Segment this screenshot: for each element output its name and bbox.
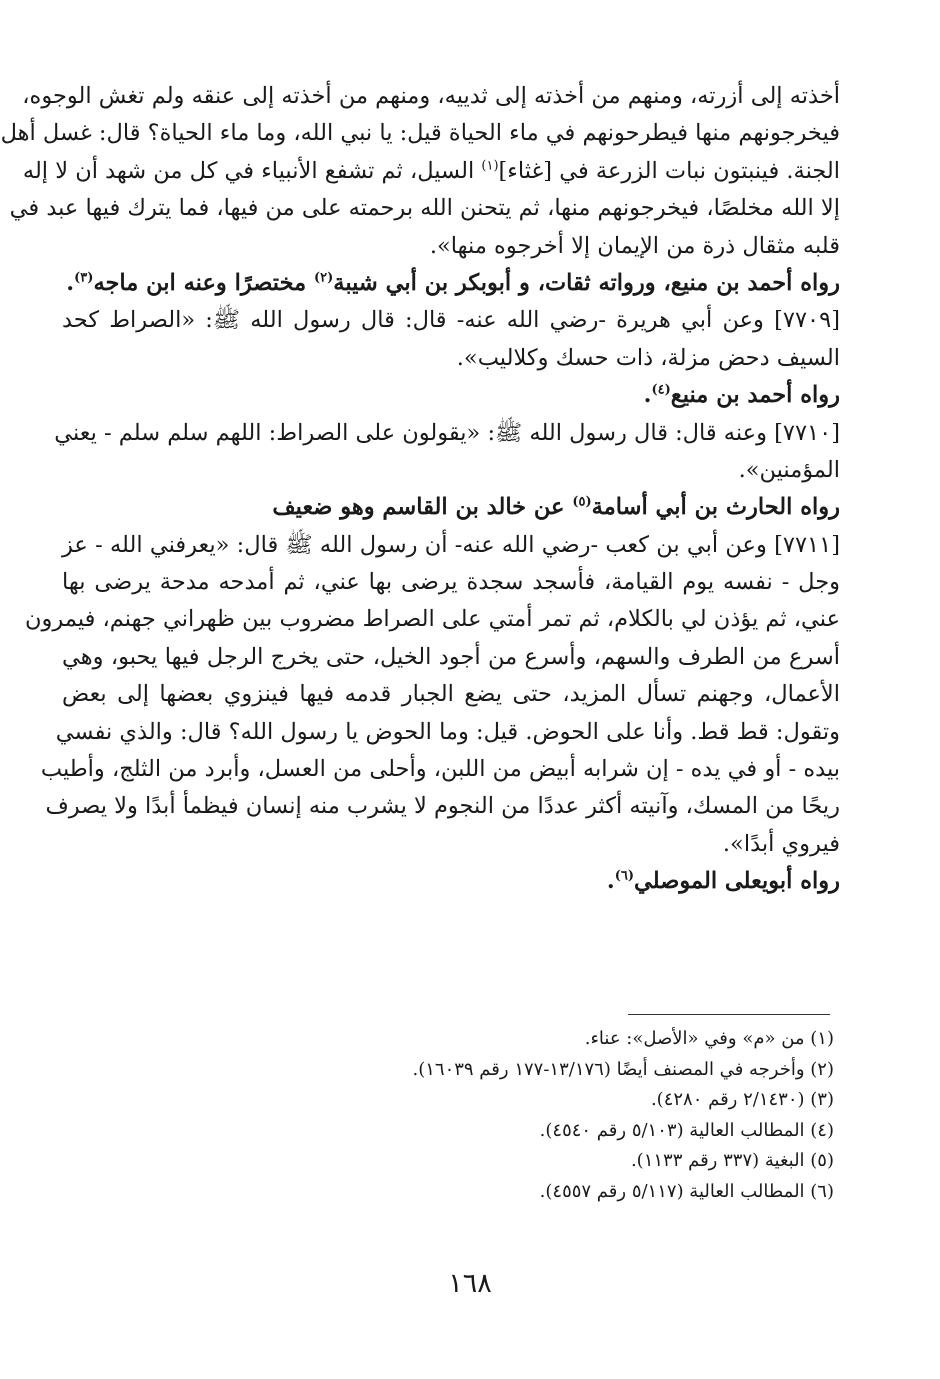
text-line: ريحًا من المسك، وآنيته أكثر عددًا من النجوم لا يشرب منه إنسان فيظمأ أبدًا ولا يصرف <box>45 793 840 820</box>
hadith-line: [٧٧١١] وعن أبي بن كعب -رضي الله عنه- أن رسول الله ﷺ قال: «يعرفني الله - عز <box>62 531 840 558</box>
text-line: وجل - نفسه يوم القيامة، فأسجد سجدة يرضى بها عني، ثم أمدحه مدحة يرضى بها <box>62 569 840 596</box>
text-line: إلا الله مخلصًا، فيخرجونهم منها، ثم يتحنن الله برحمته على من فيها، فما يترك فيها عبد في <box>9 195 840 222</box>
text-segment: عن خالد بن القاسم وهو ضعيف <box>272 494 573 521</box>
text-segment: رواه أبويعلى الموصلي <box>634 868 840 895</box>
footnotes <box>62 1024 834 1207</box>
footnote-mark: (٢) <box>313 270 334 286</box>
attribution-line <box>62 863 840 900</box>
text-segment: رواه الحارث بن أبي أسامة <box>591 494 840 521</box>
footnote: (٦) المطالب العالية (٥/١١٧ رقم ٤٥٥٧). <box>539 1180 834 1202</box>
text-line: أسرع من الطرف والسهم، وأسرع من أجود الخيل، حتى يخرج الرجل فيها يحبو، وهي <box>62 643 840 670</box>
footnote-mark: (٣) <box>74 270 94 286</box>
text-line: أخذته إلى أزرته، ومنهم من أخذته إلى ثدييه، ومنهم من أخذته إلى عنقه ولم تغش الوجوه، <box>22 83 840 109</box>
attribution-line <box>62 377 840 414</box>
footnote: (١) من «م» وفي «الأصل»: عناء. <box>584 1028 834 1049</box>
footnote-mark: (٤) <box>651 382 671 398</box>
footnote: (٢) وأخرجه في المصنف أيضًا (١٣/١٧٦-١٧٧ رقم ١٦٠٣٩). <box>412 1058 834 1080</box>
footnote-separator <box>628 1014 830 1015</box>
footnote: (٤) المطالب العالية (٥/١٠٣ رقم ٤٥٤٠). <box>539 1119 834 1141</box>
text-segment: . <box>606 868 615 895</box>
text-line: السيف دحض مزلة، ذات حسك وكلاليب». <box>456 344 840 371</box>
text-segment: رواه أحمد بن منيع <box>670 382 840 409</box>
text-line: قلبه مثقال ذرة من الإيمان إلا أخرجوه منها». <box>429 232 840 259</box>
text-line: بيده - أو في يده - إن شرابه أبيض من اللبن، وأحلى من العسل، وأبرد من الثلج، وأطيب <box>40 756 840 783</box>
main-text <box>0 78 840 901</box>
text-line <box>22 153 840 190</box>
footnote: (٣) (٢/١٤٣٠ رقم ٤٢٨٠). <box>650 1089 834 1110</box>
text-segment: . <box>643 382 652 409</box>
text-line: وتقول: قط قط. وأنا على الحوض. قيل: وما الحوض يا رسول الله؟ قال: والذي نفسي <box>55 718 840 745</box>
footnote-mark: (٥) <box>572 494 592 510</box>
hadith-line: [٧٧٠٩] وعن أبي هريرة -رضي الله عنه- قال: قال رسول الله ﷺ: «الصراط كحد <box>62 307 840 334</box>
text-line: فيروي أبدًا». <box>722 830 840 857</box>
page-number: ١٦٨ <box>448 1268 492 1299</box>
footnote-mark: (١) <box>481 158 499 174</box>
text-segment: السيل، ثم تشفع الأنبياء في كل من شهد أن لا إله <box>22 157 482 184</box>
text-line: المؤمنين». <box>738 456 840 483</box>
attribution-line <box>62 489 840 526</box>
text-segment: الجنة. فينبتون نبات الزرعة في [غثاء] <box>498 157 840 184</box>
text-segment: . <box>66 269 75 296</box>
hadith-line: [٧٧١٠] وعنه قال: قال رسول الله ﷺ: «يقولون على الصراط: اللهم سلم سلم - يعني <box>54 419 840 446</box>
text-segment: مختصرًا وعنه ابن ماجه <box>93 269 314 296</box>
text-line: عني، ثم يؤذن لي بالكلام، ثم تمر أمتي على الصراط مضروب بين ظهراني جهنم، فيمرون <box>25 606 840 633</box>
attribution-line <box>62 265 840 302</box>
text-line: فيخرجونهم منها فيطرحونهم في ماء الحياة قيل: يا نبي الله، وما ماء الحياة؟ قال: غسل أهل <box>0 120 840 147</box>
footnote: (٥) البغية (٣٣٧ رقم ١١٣٣). <box>630 1150 834 1171</box>
footnote-mark: (٦) <box>614 868 635 884</box>
text-line: الأعمال، وجهنم تسأل المزيد، حتى يضع الجبار قدمه فيها فينزوي بعضها إلى بعض <box>62 681 840 708</box>
text-segment: رواه أحمد بن منيع، ورواته ثقات، و أبوبكر بن أبي شيبة <box>333 269 840 296</box>
